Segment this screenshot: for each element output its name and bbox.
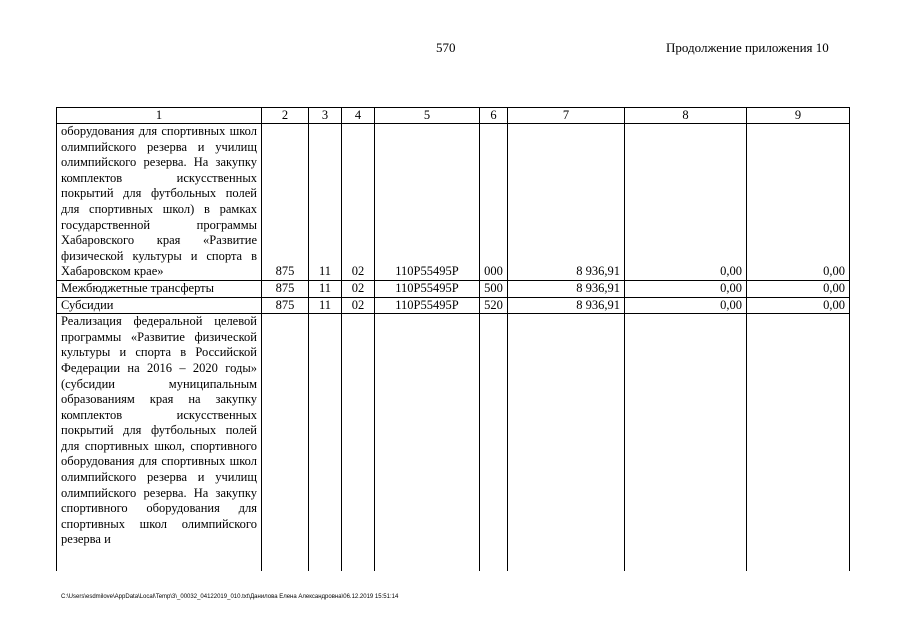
table-row: [57, 297, 850, 314]
table-row: [57, 124, 850, 281]
cell-subsection: 02: [342, 124, 375, 281]
cell-amount-3: 0,00: [747, 280, 850, 297]
column-header: 9: [747, 108, 850, 124]
cell-expense-type: 520: [480, 297, 508, 314]
cell-amount-3: 0,00: [747, 124, 850, 281]
cell-expense-type: 500: [480, 280, 508, 297]
table-row: [57, 280, 850, 297]
cell-ministry-code: [262, 314, 309, 571]
column-header: 6: [480, 108, 508, 124]
cell-amount-3: 0,00: [747, 297, 850, 314]
column-header: 4: [342, 108, 375, 124]
cell-amount-3: [747, 314, 850, 571]
cell-section: 11: [309, 124, 342, 281]
cell-subsection: 02: [342, 280, 375, 297]
cell-target-article: 110P55495P: [375, 124, 480, 281]
row-description: оборудования для спортивных школ олимпийского резерва и училищ олимпийского резерва. На закупку комплектов искусственных покрытий для футбольных полей для спортивных школ) в рамках государственной программы Хабаровского края «Развитие физической культуры и спорта в Хабаровском крае»: [57, 124, 262, 281]
cell-amount-1: [508, 314, 625, 571]
table-header-row: [57, 108, 850, 124]
cell-expense-type: [480, 314, 508, 571]
cell-amount-2: 0,00: [625, 124, 747, 281]
row-description: Субсидии: [57, 297, 262, 314]
cell-amount-2: 0,00: [625, 297, 747, 314]
cell-target-article: 110P55495P: [375, 297, 480, 314]
cell-amount-1: 8 936,91: [508, 280, 625, 297]
cell-amount-2: [625, 314, 747, 571]
budget-table: [56, 107, 850, 571]
column-header: 8: [625, 108, 747, 124]
page-number: 570: [436, 40, 456, 55]
appendix-label: Продолжение приложения 10: [666, 40, 829, 55]
cell-amount-1: 8 936,91: [508, 297, 625, 314]
cell-subsection: [342, 314, 375, 571]
cell-expense-type: 000: [480, 124, 508, 281]
column-header: 2: [262, 108, 309, 124]
cell-target-article: [375, 314, 480, 571]
cell-ministry-code: 875: [262, 124, 309, 281]
cell-ministry-code: 875: [262, 280, 309, 297]
file-path-footer: C:\Users\esdmilove\AppData\Local\Temp\3\_00032_04122019_010.txt\Данилова Елена Александровна\06.12.2019 15:51:14: [61, 594, 399, 600]
column-header: 7: [508, 108, 625, 124]
cell-amount-2: 0,00: [625, 280, 747, 297]
cell-subsection: 02: [342, 297, 375, 314]
cell-section: 11: [309, 280, 342, 297]
column-header: 5: [375, 108, 480, 124]
cell-section: 11: [309, 297, 342, 314]
row-description: Межбюджетные трансферты: [57, 280, 262, 297]
column-header: 1: [57, 108, 262, 124]
cell-target-article: 110P55495P: [375, 280, 480, 297]
row-description: Реализация федеральной целевой программы «Развитие физической культуры и спорта в Российской Федерации на 2016 – 2020 годы» (субсидии муниципальным образованиям края на закупку комплектов искусственных покрытий для футбольных полей для спортивных школ, спортивного оборудования для спортивных школ олимпийского резерва и училищ олимпийского резерва. На закупку спортивного оборудования для спортивных школ олимпийского резерва и: [57, 314, 262, 571]
cell-section: [309, 314, 342, 571]
cell-amount-1: 8 936,91: [508, 124, 625, 281]
column-header: 3: [309, 108, 342, 124]
cell-ministry-code: 875: [262, 297, 309, 314]
table-row: [57, 314, 850, 571]
